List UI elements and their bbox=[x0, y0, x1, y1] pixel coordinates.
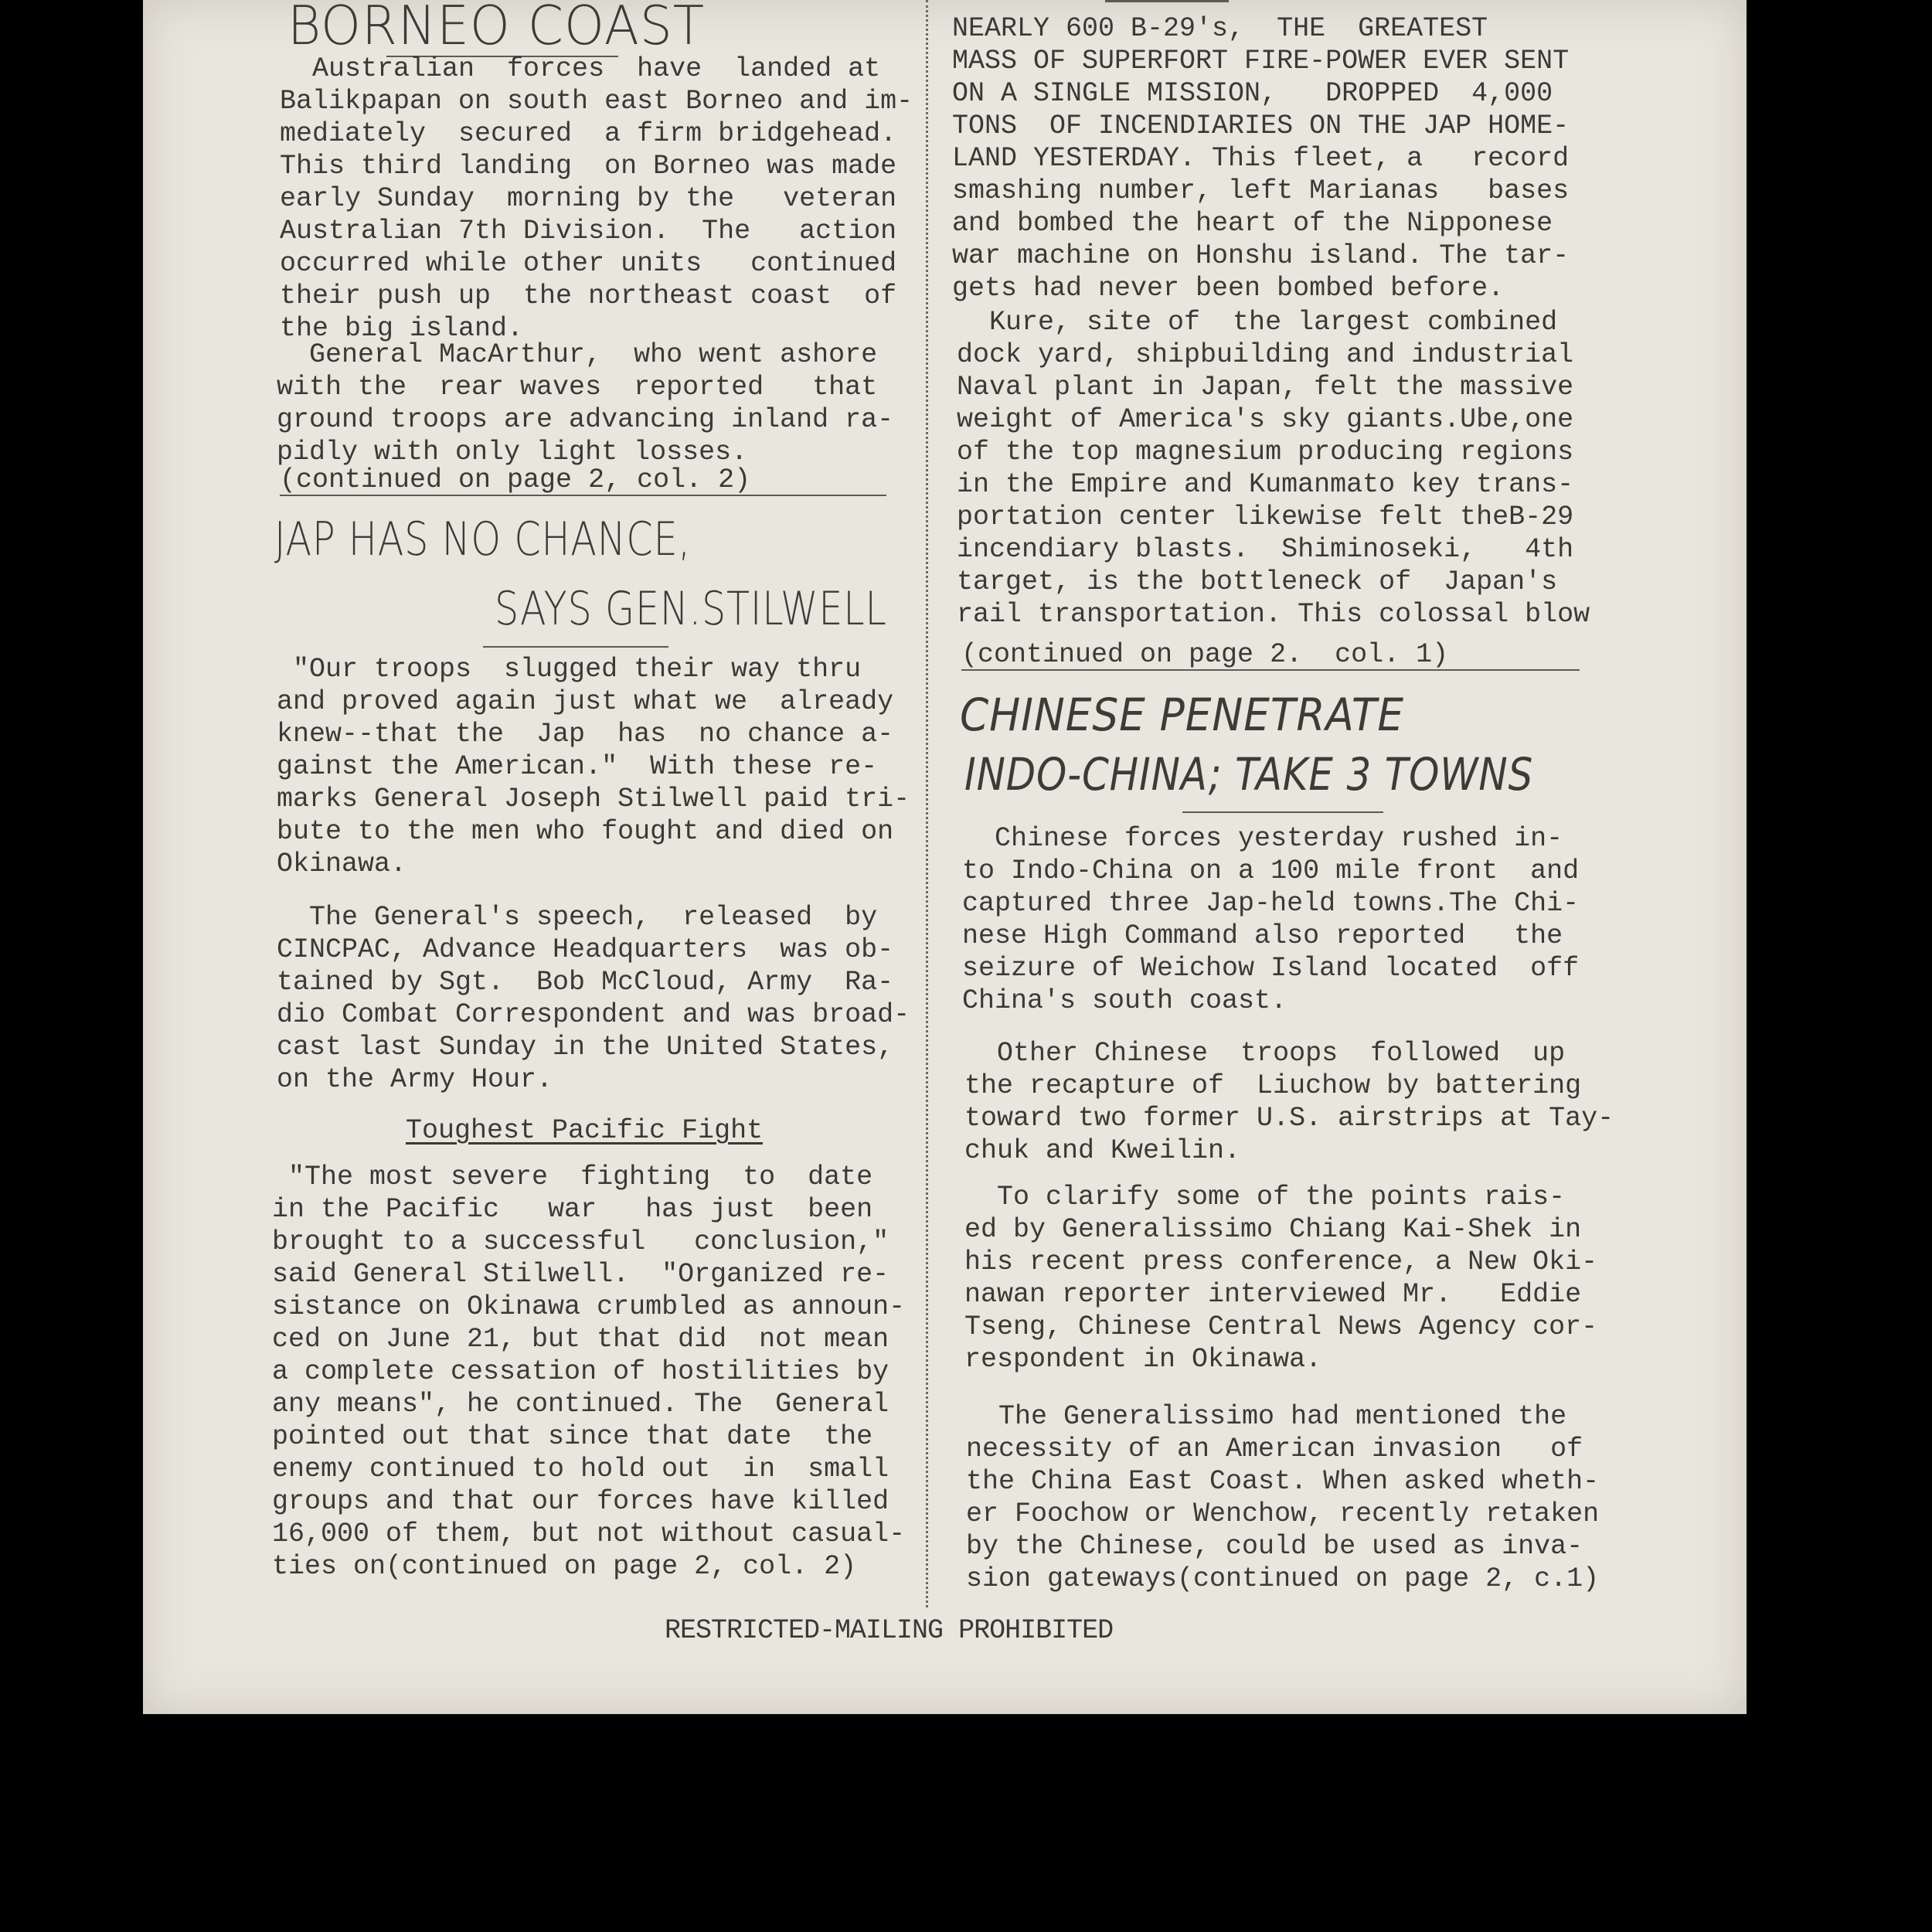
chinese-paragraph-2: Other Chinese troops followed up the recapture of Liuchow by battering toward two former U.S. airstrips at Tay- chuk and Kweilin. bbox=[964, 1038, 1614, 1166]
b29-paragraph-2: Kure, site of the largest combined dock yard, shipbuilding and industrial Naval plant in Japan, felt the massive weight of America's sky giants.Ube,one of the top magnesium producing regions in the Empire and Kumanmato key trans- portation center likewise felt theB-29 incendiary blasts. Shiminoseki, 4th target, is the bottleneck of Japan's rail transportation. This colossal blow bbox=[957, 307, 1590, 630]
chinese-paragraph-3: To clarify some of the points rais- ed by Generalissimo Chiang Kai-Shek in his recent press conference, a New Oki- nawan reporter interviewed Mr. Eddie Tseng, Chinese Central News Agency cor- respondent in Okinawa. bbox=[964, 1182, 1598, 1375]
b29-end-rule bbox=[961, 669, 1580, 671]
stilwell-paragraph-1: "Our troops slugged their way thru and proved again just what we already knew--that the Jap has no chance a- gainst the American." With these re- marks General Joseph Stilwell paid tri- bute to the men who fought and died on Okinawa. bbox=[277, 654, 910, 879]
chinese-headline-rule bbox=[1182, 811, 1383, 813]
stilwell-headline-rule bbox=[483, 646, 668, 648]
borneo-headline: BORNEO COAST bbox=[287, 0, 706, 57]
top-right-rule bbox=[1105, 0, 1229, 2]
stilwell-paragraph-2: The General's speech, released by CINCPAC, Advance Headquarters was ob- tained by Sgt. Bob McCloud, Army Ra- dio Combat Correspondent and was broad- cast last Sunday in the United States, on the Army Hour. bbox=[277, 902, 910, 1095]
chinese-headline-line2: INDO-CHINA; TAKE 3 TOWNS bbox=[964, 748, 1534, 801]
borneo-paragraph-1: Australian forces have landed at Balikpapan on south east Borneo and im- mediately secured a firm bridgehead. This third landing on Borneo was made early Sunday morning by the veteran Australian 7th Division. The action occurred while other units continued their push up the northeast coast of the big island. bbox=[280, 53, 913, 344]
stilwell-headline-line2: SAYS GEN.STILWELL bbox=[495, 582, 887, 636]
chinese-paragraph-1: Chinese forces yesterday rushed in- to Indo-China on a 100 mile front and captured three Jap-held towns.The Chi- nese High Command also reported the seizure of Weichow Island located off China's south coast. bbox=[962, 823, 1580, 1016]
chinese-headline-line1: CHINESE PENETRATE bbox=[960, 689, 1405, 741]
stilwell-paragraph-3: "The most severe fighting to date in the Pacific war has just been brought to a successful conclusion," said General Stilwell. "Organized re- sistance on Okinawa crumbled as announ- ced on June 21, but that did not mean a complete cessation of hostilities by any means", he continued. The General pointed out that since that date the enemy continued to hold out in small groups and that our forces have killed 16,000 of them, but not without casual- ties on(continued on page 2, col. 2) bbox=[272, 1162, 906, 1582]
borneo-paragraph-2: General MacArthur, who went ashore with the rear waves reported that ground troops are advancing inland ra- pidly with only light losses. bbox=[277, 339, 894, 468]
b29-continued-note: (continued on page 2. col. 1) bbox=[961, 639, 1449, 670]
borneo-continued-note: (continued on page 2, col. 2) bbox=[280, 464, 751, 495]
toughest-pacific-fight-subhead: Toughest Pacific Fight bbox=[406, 1115, 764, 1146]
column-divider bbox=[926, 0, 928, 1607]
stilwell-headline-line1: JAP HAS NO CHANCE, bbox=[274, 512, 691, 566]
chinese-paragraph-4: The Generalissimo had mentioned the necessity of an American invasion of the China East Coast. When asked wheth- er Foochow or Wenchow, recently retaken by the Chinese, could be used as inva- sion gateways(continued on page 2, c.1) bbox=[966, 1401, 1600, 1594]
borneo-end-rule bbox=[280, 495, 886, 496]
b29-paragraph-1: NEARLY 600 B-29's, THE GREATEST MASS OF SUPERFORT FIRE-POWER EVER SENT ON A SINGLE MISSION, DROPPED 4,000 TONS OF INCENDIARIES ON THE JAP HOME- LAND YESTERDAY. This fleet, a record smashing number, left Marianas bases and bombed the heart of the Nipponese war machine on Honshu island. The tar- gets had never been bombed before. bbox=[952, 13, 1570, 304]
restricted-notice: RESTRICTED-MAILING PROHIBITED bbox=[665, 1615, 1114, 1646]
